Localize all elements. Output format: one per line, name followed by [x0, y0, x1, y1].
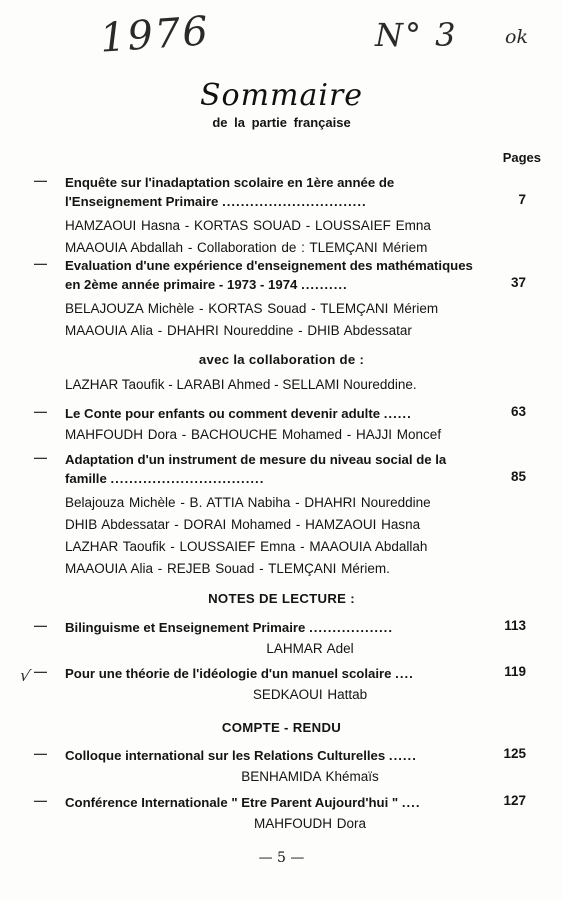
entry-page-number: 63	[510, 404, 526, 419]
page-number-footer: — 5 —	[258, 850, 305, 866]
entry-page-number: 127	[503, 793, 526, 808]
entry-dash: —	[34, 793, 47, 808]
entry-page-number: 7	[518, 192, 526, 207]
entry-dash: —	[34, 618, 47, 633]
entry-title: Adaptation d'un instrument de mesure du niveau social de la famille .................................	[65, 452, 447, 486]
entry-authors: MAAOUIA Alia - DHAHRI Noureddine - DHIB Abdessatar	[65, 323, 412, 338]
page-title: Sommaire	[199, 78, 364, 113]
entry-title: Conférence Internationale " Etre Parent Aujourd'hui " ....	[65, 795, 421, 810]
collaboration-heading: avec la collaboration de :	[198, 352, 365, 367]
entry-dash: —	[34, 256, 47, 271]
toc-entry	[34, 664, 526, 706]
entry-title: Enquête sur l'inadaptation scolaire en 1ère année de l'Enseignement Primaire ...............................	[65, 175, 395, 209]
collaboration-names: LAZHAR Taoufik - LARABI Ahmed - SELLAMI Noureddine.	[65, 377, 417, 392]
entry-dash: —	[34, 173, 47, 188]
entry-authors: MAHFOUDH Dora	[253, 816, 366, 831]
entry-authors: MAAOUIA Alia - REJEB Souad - TLEMÇANI Mériem.	[65, 561, 390, 576]
section-heading-compte-rendu: COMPTE - RENDU	[221, 720, 342, 735]
toc-entry	[34, 173, 526, 259]
entry-page-number: 113	[504, 618, 526, 633]
entry-title: Bilinguisme et Enseignement Primaire ..................	[65, 620, 394, 635]
section-heading-notes: NOTES DE LECTURE :	[208, 591, 355, 606]
entry-dash: —	[34, 746, 47, 761]
entry-authors: SEDKAOUI Hattab	[252, 687, 368, 702]
entry-authors: MAHFOUDH Dora - BACHOUCHE Mohamed - HAJJI Moncef	[65, 427, 442, 442]
entry-dash: —	[34, 404, 47, 419]
entry-authors: Belajouza Michèle - B. ATTIA Nabiha - DHAHRI Noureddine	[65, 495, 431, 510]
entry-page-number: 119	[504, 664, 526, 679]
toc-entry	[34, 793, 526, 835]
entry-page-number: 37	[510, 275, 526, 290]
toc-entry	[34, 404, 526, 446]
toc-entry	[34, 746, 526, 788]
entry-title: Le Conte pour enfants ou comment devenir adulte ......	[65, 406, 412, 421]
entry-authors: DHIB Abdessatar - DORAI Mohamed - HAMZAOUI Hasna	[65, 517, 421, 532]
page-subtitle: de la partie française	[212, 115, 351, 130]
entry-page-number: 125	[503, 746, 526, 761]
entry-dash: —	[34, 664, 47, 679]
toc-entry	[34, 618, 526, 660]
entry-authors: LAZHAR Taoufik - LOUSSAIEF Emna - MAAOUIA Abdallah	[65, 539, 428, 554]
entry-title: Evaluation d'une expérience d'enseignement des mathématiques en 2ème année primaire - 1973 - 1974 ..........	[65, 258, 473, 292]
entry-title: Pour une théorie de l'idéologie d'un manuel scolaire ....	[65, 666, 414, 681]
entry-authors: LAHMAR Adel	[266, 641, 354, 656]
entry-page-number: 85	[510, 469, 526, 484]
entry-authors: BENHAMIDA Khémaïs	[241, 769, 379, 784]
entry-authors: MAAOUIA Abdallah - Collaboration de : TLEMÇANI Mériem	[65, 240, 428, 255]
entry-title: Colloque international sur les Relations Culturelles ......	[65, 748, 417, 763]
handwritten-margin-mark: √	[18, 665, 33, 686]
toc-entry	[34, 450, 526, 580]
handwritten-issue-number: N° 3	[375, 16, 458, 54]
entry-authors: HAMZAOUI Hasna - KORTAS SOUAD - LOUSSAIEF Emna	[65, 218, 431, 233]
entry-dash: —	[34, 450, 47, 465]
handwritten-year: 1976	[98, 8, 212, 62]
pages-column-heading: Pages	[502, 150, 541, 165]
entry-authors: BELAJOUZA Michèle - KORTAS Souad - TLEMÇANI Mériem	[65, 301, 439, 316]
handwritten-ok-mark: ok	[505, 26, 528, 48]
toc-entry	[34, 256, 526, 342]
